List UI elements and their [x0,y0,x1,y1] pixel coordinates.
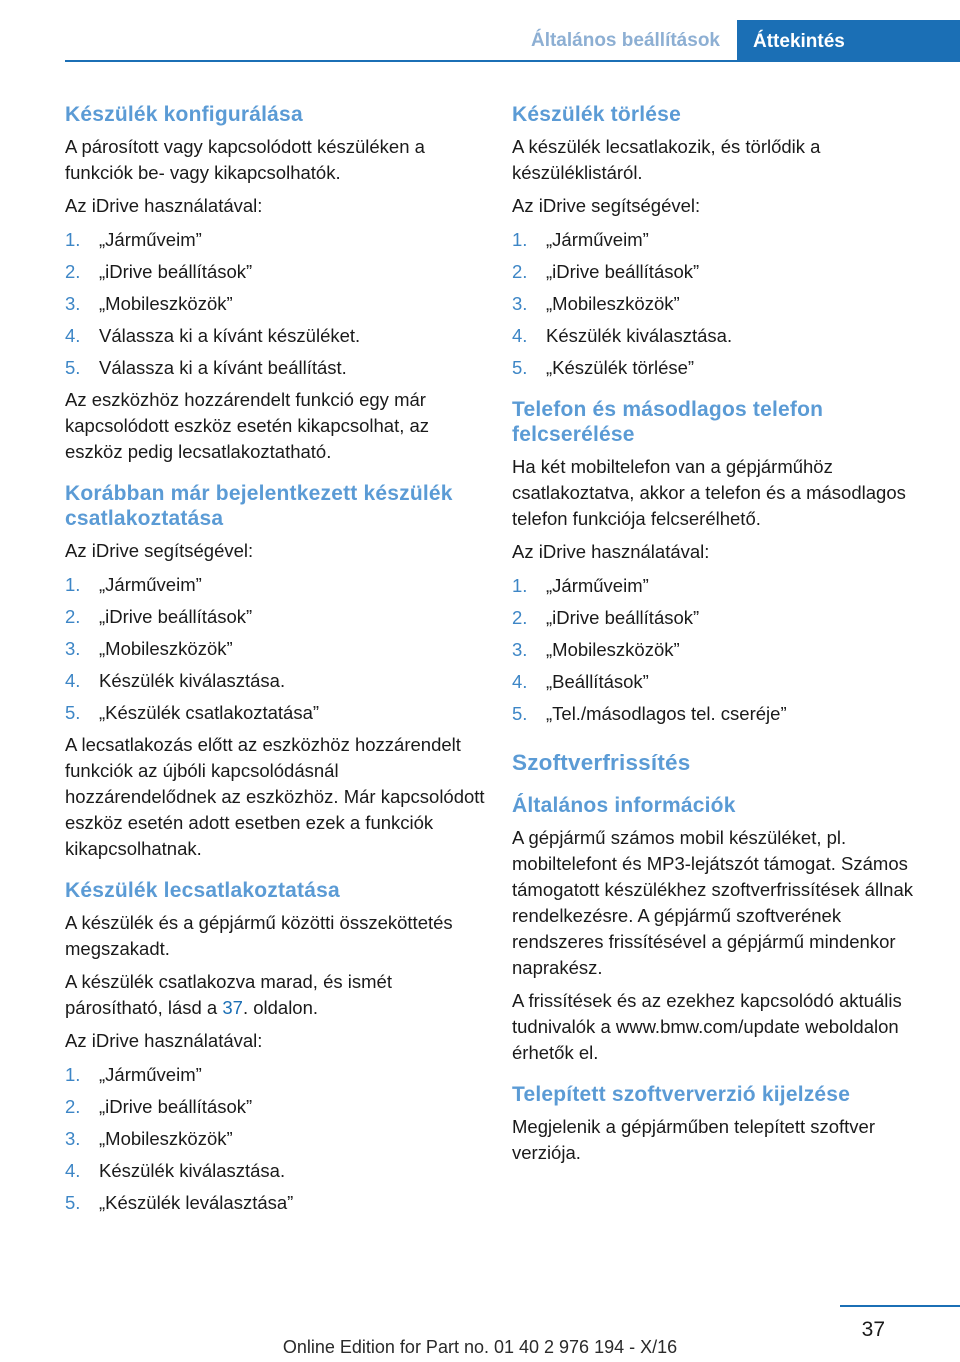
step-item [65,700,485,726]
header-rule [65,60,960,62]
step-text: „Járműveim” [99,1064,202,1085]
step-item [65,572,485,598]
step-item [512,355,932,381]
paragraph: A frissítések és az ezekhez kapcsolódó aktuális tudnivalók a www.bmw.com/update weboldalon érhetők el. [512,990,902,1063]
step-text: „iDrive beállítások” [546,261,700,282]
heading-disconnect-device: Készülék lecsatlakoztatása [65,879,340,902]
step-item [65,604,485,630]
step-number: 2. [512,607,528,628]
step-text: Válassza ki a kívánt készüléket. [99,325,361,346]
text: . oldalon. [242,997,319,1018]
step-text: „Beállítások” [546,671,649,692]
left-column [65,102,485,1222]
step-text: „Járműveim” [99,229,202,250]
step-number: 2. [65,606,81,627]
step-number: 2. [512,261,528,282]
step-number: 1. [65,1064,81,1085]
step-item [512,669,932,695]
step-text: Válassza ki a kívánt beállítást. [99,357,347,378]
step-number: 5. [65,1192,81,1213]
paragraph: Megjelenik a gépjárműben telepített szoftver verziója. [512,1116,876,1163]
heading-software-update: Szoftverfrissítés [512,750,691,775]
step-number: 1. [512,575,528,596]
step-item [65,1126,485,1152]
paragraph: A gépjármű számos mobil készüléket, pl. mobiltelefont és MP3-lejátszót támogat. Számos támogatott készülékhez szoftverfrissítések állnak rendelkezésre. A gépjármű szoftverének rendszeres frissítésével a gépjármű mindenkor naprakész. [512,827,914,978]
step-number: 1. [512,229,528,250]
step-text: „Készülék törlése” [546,357,695,378]
step-item [65,668,485,694]
step-number: 1. [65,574,81,595]
paragraph: Az iDrive használatával: [65,195,263,216]
step-item [512,259,932,285]
step-item [65,1062,485,1088]
step-item [65,1094,485,1120]
step-item [512,323,932,349]
paragraph: Az iDrive használatával: [65,1030,263,1051]
page-number: 37 [861,1318,885,1341]
step-text: Készülék kiválasztása. [99,670,286,691]
text: A készülék csatlakozva marad, és ismét párosítható, lásd a [65,971,392,1018]
paragraph: A lecsatlakozás előtt az eszközhöz hozzárendelt funkciók az újbóli kapcsolódásnál hozzárendelődnek az eszközhöz. Már kapcsolódott eszköz esetén adott esetben ezek a funkciók kikapcsolhatnak. [65,734,485,859]
step-text: „iDrive beállítások” [99,606,253,627]
step-text: Készülék kiválasztása. [546,325,733,346]
step-text: „Készülék leválasztása” [99,1192,294,1213]
edition-footer: Online Edition for Part no. 01 40 2 976 194 - X/16 [282,1337,678,1357]
step-item [65,355,485,381]
steps-list [512,573,932,727]
heading-connect-registered-device: Korábban már bejelentkezett készülék csatlakoztatása [65,482,453,530]
step-text: „Járműveim” [546,575,649,596]
paragraph: Az iDrive segítségével: [512,195,701,216]
step-text: „Mobileszközök” [99,1128,233,1149]
step-number: 3. [512,293,528,314]
step-number: 4. [512,325,528,346]
step-item [65,291,485,317]
paragraph: Az iDrive segítségével: [65,540,254,561]
step-item [512,637,932,663]
heading-swap-phones: Telefon és másodlagos telefon felcserélése [512,398,824,446]
paragraph: A párosított vagy kapcsolódott készüléken a funkciók be- vagy kikapcsolhatók. [65,136,425,183]
step-item [65,1158,485,1184]
step-number: 4. [65,325,81,346]
step-number: 5. [65,702,81,723]
heading-device-configuration: Készülék konfigurálása [65,103,303,126]
step-item [65,259,485,285]
step-number: 3. [65,638,81,659]
step-number: 3. [65,293,81,314]
paragraph: A készülék lecsatlakozik, és törlődik a készüléklistáról. [512,136,821,183]
header-tab-overview: Áttekintés [737,20,960,62]
step-item [512,573,932,599]
header-section-title: Általános beállítások [530,30,720,51]
step-text: „Mobileszközök” [546,639,680,660]
paragraph: Ha két mobiltelefon van a gépjárműhöz csatlakoztatva, akkor a telefon és a másodlagos telefon funkciója felcserélhető. [512,456,906,529]
steps-list [512,227,932,381]
paragraph [65,969,485,1021]
step-number: 2. [65,261,81,282]
step-item [512,701,932,727]
steps-list [65,1062,485,1216]
footer-rule [0,1305,960,1307]
step-text: „Mobileszközök” [99,293,233,314]
step-number: 3. [512,639,528,660]
step-number: 5. [512,357,528,378]
step-text: Készülék kiválasztása. [99,1160,286,1181]
step-number: 4. [65,1160,81,1181]
step-text: „Mobileszközök” [99,638,233,659]
step-text: „Tel./másodlagos tel. cseréje” [546,703,787,724]
page-link[interactable]: 37 [222,997,243,1018]
step-number: 4. [65,670,81,691]
paragraph: Az iDrive használatával: [512,541,710,562]
step-item [65,323,485,349]
step-item [512,227,932,253]
step-number: 4. [512,671,528,692]
step-item [65,1190,485,1216]
heading-installed-software-version: Telepített szoftververzió kijelzése [512,1083,851,1106]
step-number: 2. [65,1096,81,1117]
step-text: „iDrive beállítások” [99,261,253,282]
step-text: „Járműveim” [99,574,202,595]
step-text: „iDrive beállítások” [99,1096,253,1117]
step-item [65,227,485,253]
right-column [512,102,932,1166]
paragraph: Az eszközhöz hozzárendelt funkció egy már kapcsolódott eszköz esetén kikapcsolhat, az eszköz pedig lecsatlakoztatható. [65,389,430,462]
step-item [65,636,485,662]
steps-list [65,227,485,381]
step-number: 3. [65,1128,81,1149]
step-text: „Mobileszközök” [546,293,680,314]
step-number: 5. [65,357,81,378]
steps-list [65,572,485,726]
step-item [512,291,932,317]
step-text: „Készülék csatlakoztatása” [99,702,320,723]
step-number: 1. [65,229,81,250]
heading-delete-device: Készülék törlése [512,103,681,126]
step-number: 5. [512,703,528,724]
heading-general-information: Általános információk [512,794,736,817]
step-item [512,605,932,631]
step-text: „Járműveim” [546,229,649,250]
paragraph: A készülék és a gépjármű közötti összeköttetés megszakadt. [65,912,453,959]
step-text: „iDrive beállítások” [546,607,700,628]
